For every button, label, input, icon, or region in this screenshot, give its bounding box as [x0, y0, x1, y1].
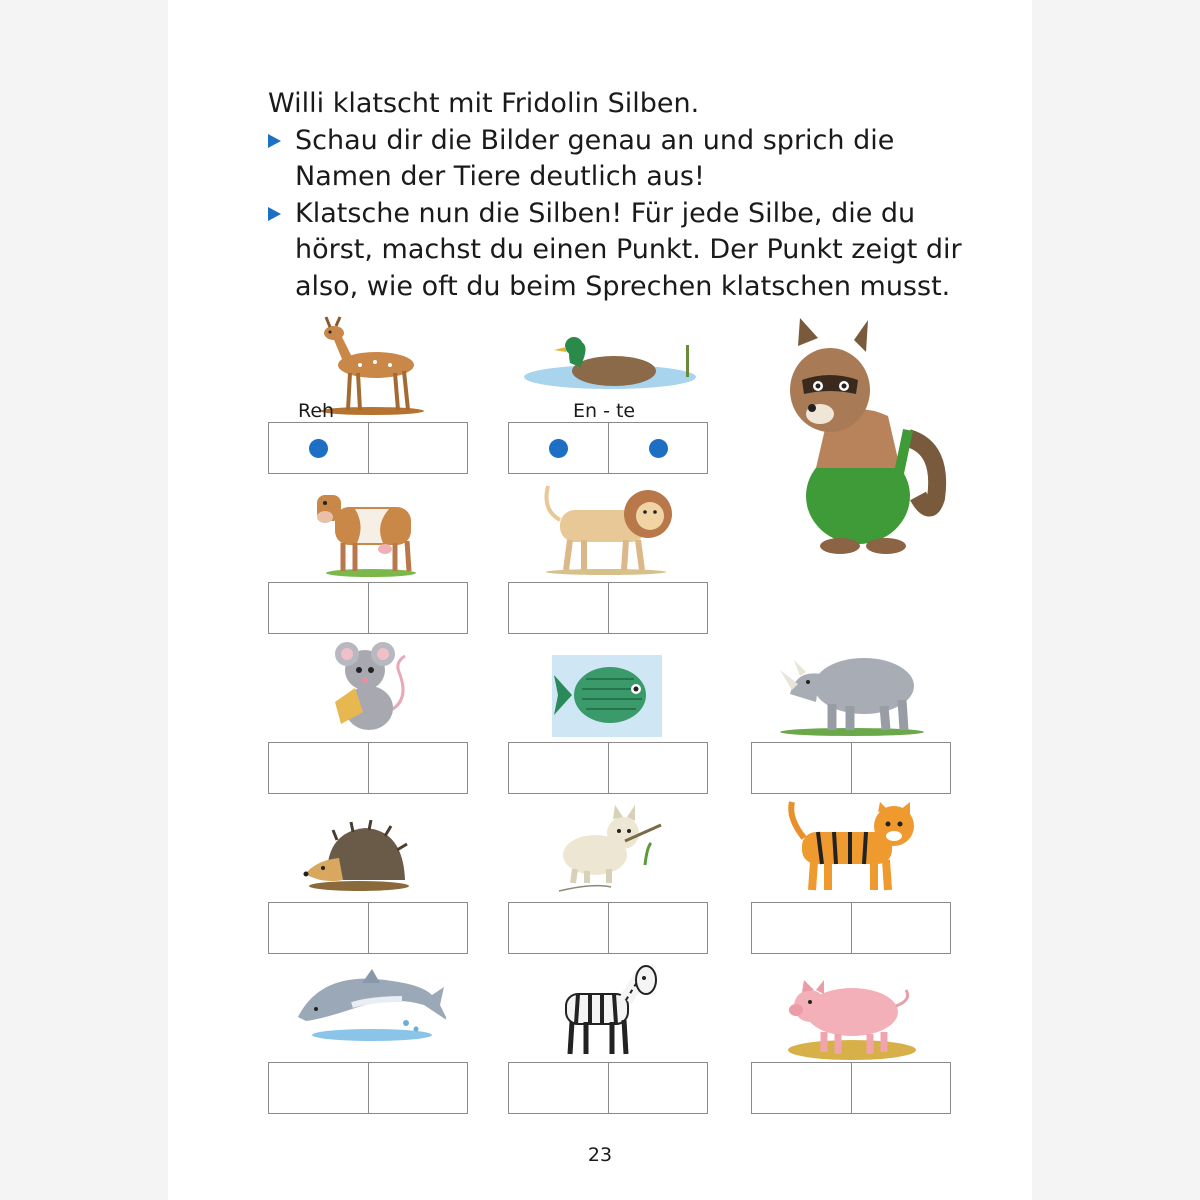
task-2-line-3: also, wie oft du beim Sprechen klatschen musst.	[295, 270, 951, 302]
bullet-arrow-icon	[268, 134, 281, 148]
raccoon-icon	[758, 318, 948, 558]
syllable-cell[interactable]	[752, 1063, 851, 1113]
syllable-cell[interactable]	[509, 583, 608, 633]
syllable-cell[interactable]	[509, 423, 608, 473]
pig-icon	[784, 970, 920, 1062]
syllable-dot	[649, 439, 668, 458]
fish-icon	[552, 655, 662, 737]
syllable-cell[interactable]	[369, 1063, 468, 1113]
mouse-icon	[325, 642, 413, 734]
syllable-cell[interactable]	[609, 1063, 708, 1113]
syllable-boxes-dog	[508, 902, 708, 954]
syllable-boxes-reh	[268, 422, 468, 474]
syllable-dot	[549, 439, 568, 458]
syllable-cell[interactable]	[369, 743, 468, 793]
dolphin-icon	[292, 965, 446, 1045]
syllable-cell[interactable]	[752, 903, 851, 953]
syllable-cell[interactable]	[509, 903, 608, 953]
syllable-boxes-dolphin	[268, 1062, 468, 1114]
syllable-cell[interactable]	[852, 1063, 951, 1113]
syllable-cell[interactable]	[509, 743, 608, 793]
syllable-cell[interactable]	[269, 903, 368, 953]
syllable-boxes-rhinoceros	[751, 742, 951, 794]
instruction-task-2	[268, 196, 988, 233]
syllable-boxes-tiger	[751, 902, 951, 954]
syllable-boxes-ente	[508, 422, 708, 474]
syllable-cell[interactable]	[269, 1063, 368, 1113]
syllable-cell[interactable]	[852, 743, 951, 793]
task-2-line-2: hörst, machst du einen Punkt. Der Punkt zeigt dir	[295, 234, 962, 265]
syllable-cell[interactable]	[369, 583, 468, 633]
syllable-cell[interactable]	[609, 743, 708, 793]
syllable-cell[interactable]	[609, 423, 708, 473]
rhinoceros-icon	[776, 640, 926, 736]
syllable-cell[interactable]	[509, 1063, 608, 1113]
syllable-cell[interactable]	[369, 423, 468, 473]
syllable-dot	[309, 439, 328, 458]
task-2-line-1: Klatsche nun die Silben! Für jede Silbe, die du	[295, 197, 916, 229]
syllable-cell[interactable]	[269, 583, 368, 633]
hedgehog-icon	[303, 820, 411, 892]
task-1-line-2: Namen der Tiere deutlich aus!	[295, 161, 705, 192]
lion-icon	[540, 480, 672, 576]
bullet-arrow-icon	[268, 207, 281, 221]
syllable-cell[interactable]	[609, 903, 708, 953]
syllable-cell[interactable]	[269, 743, 368, 793]
syllable-cell[interactable]	[609, 583, 708, 633]
syllable-boxes-mouse	[268, 742, 468, 794]
instructions	[268, 86, 988, 305]
syllable-boxes-fish	[508, 742, 708, 794]
page-number: 23	[587, 1144, 613, 1166]
instruction-title: Willi klatscht mit Fridolin Silben.	[268, 88, 700, 119]
syllable-boxes-hedgehog	[268, 902, 468, 954]
syllable-cell[interactable]	[269, 423, 368, 473]
syllable-cell[interactable]	[852, 903, 951, 953]
tiger-icon	[778, 798, 920, 894]
syllable-cell[interactable]	[369, 903, 468, 953]
syllable-boxes-zebra	[508, 1062, 708, 1114]
instruction-task-1	[268, 123, 988, 160]
cow-icon	[313, 485, 418, 577]
zebra-icon	[556, 962, 660, 1058]
label-reh: Reh	[298, 400, 335, 422]
syllable-boxes-cow	[268, 582, 468, 634]
label-ente: En - te	[573, 400, 636, 422]
syllable-boxes-pig	[751, 1062, 951, 1114]
dog-icon	[553, 803, 663, 895]
task-1-line-1: Schau dir die Bilder genau an und sprich die	[295, 124, 895, 156]
duck-icon	[522, 333, 698, 393]
syllable-boxes-lion	[508, 582, 708, 634]
syllable-cell[interactable]	[752, 743, 851, 793]
